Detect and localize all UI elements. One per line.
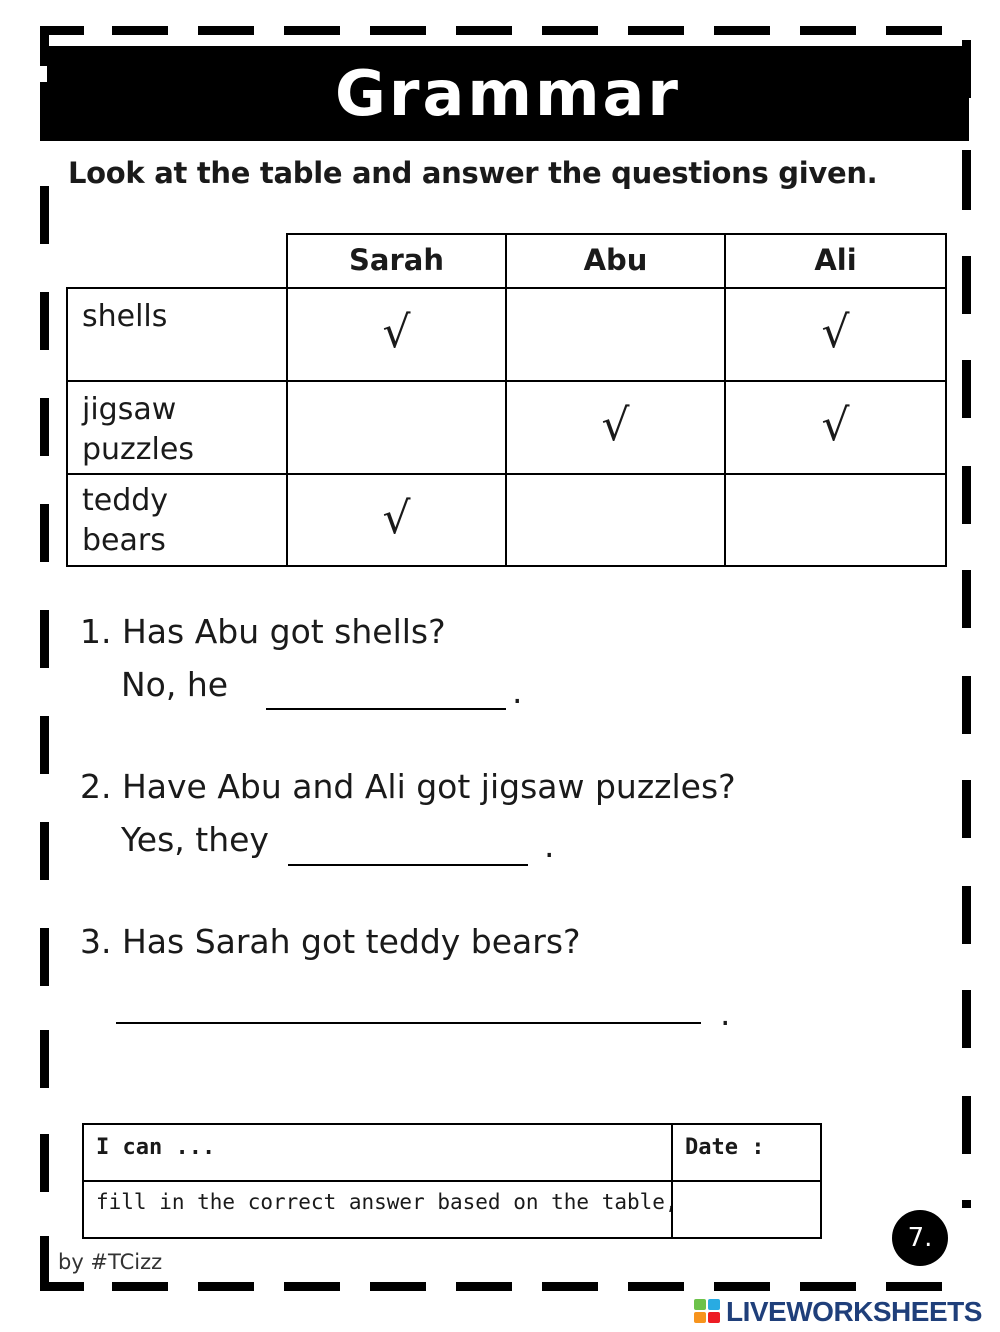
border-dash — [284, 1282, 340, 1291]
tick-mark: √ — [821, 400, 850, 451]
answer-3-period: . — [720, 994, 731, 1033]
border-dash — [40, 292, 49, 350]
row-label-line: shells — [82, 299, 168, 334]
row-label-line: teddy — [82, 483, 169, 518]
table-cell — [505, 380, 726, 475]
border-dash — [112, 26, 168, 35]
liveworksheets-wordmark: LIVEWORKSHEETS — [726, 1296, 982, 1327]
i-can-header — [82, 1123, 673, 1182]
row-label-text — [82, 390, 282, 470]
border-dash — [112, 1282, 168, 1291]
table-cell — [505, 287, 726, 382]
i-can-header-label: I can ... — [96, 1135, 216, 1160]
border-dash — [962, 466, 971, 524]
border-dash — [714, 26, 770, 35]
row-label-line: bears — [82, 523, 166, 558]
table-cell — [286, 287, 507, 382]
border-dash — [40, 1134, 49, 1192]
column-header-abu — [505, 233, 726, 289]
answer-2-period: . — [544, 826, 555, 865]
page-number-badge: 7. — [892, 1210, 948, 1266]
border-dash — [370, 1282, 426, 1291]
border-dash — [800, 26, 856, 35]
answer-1-blank[interactable] — [266, 708, 506, 710]
answer-1-period: . — [512, 672, 523, 711]
border-dash — [542, 26, 598, 35]
answer-2-blank[interactable] — [288, 864, 528, 866]
answer-1-prefix: No, he — [121, 665, 229, 704]
i-can-statement-text: fill in the correct answer based on the table, — [96, 1190, 678, 1214]
tick-mark: √ — [821, 307, 850, 358]
border-dash — [962, 676, 971, 734]
row-label-line: jigsaw — [82, 392, 177, 427]
row-label-text — [82, 481, 282, 561]
instruction-text: Look at the table and answer the questions given. — [68, 156, 878, 190]
border-dash — [40, 1030, 49, 1088]
liveworksheets-logo-icon — [694, 1299, 722, 1325]
date-cell[interactable] — [671, 1180, 822, 1239]
border-dash — [456, 26, 512, 35]
border-dash — [886, 26, 942, 35]
border-dash — [714, 1282, 770, 1291]
border-dash — [456, 1282, 512, 1291]
border-dash — [370, 26, 426, 35]
border-dash — [628, 1282, 684, 1291]
tick-mark: √ — [382, 307, 411, 358]
table-cell — [286, 473, 507, 567]
border-dash — [962, 1200, 971, 1208]
question-3: 3. Has Sarah got teddy bears? — [80, 922, 581, 961]
border-dash — [800, 1282, 856, 1291]
tick-mark: √ — [601, 400, 630, 451]
column-header-label: Sarah — [349, 243, 444, 277]
border-dash — [542, 1282, 598, 1291]
row-label-shells — [66, 287, 288, 382]
column-header-label: Abu — [583, 243, 648, 277]
i-can-statement — [82, 1180, 678, 1239]
column-header-ali — [724, 233, 947, 289]
column-header-label: Ali — [814, 243, 857, 277]
row-label-teddy-bears — [66, 473, 288, 567]
border-dash — [886, 1282, 942, 1291]
liveworksheets-brand[interactable] — [694, 1296, 982, 1328]
tick-mark: √ — [382, 493, 411, 544]
table-cell — [724, 473, 947, 567]
page-title: Grammar — [335, 57, 681, 130]
i-can-table — [82, 1123, 822, 1239]
row-label-jigsaw-puzzles — [66, 380, 288, 475]
border-dash — [962, 780, 971, 838]
table-cell — [505, 473, 726, 567]
border-dash — [40, 716, 49, 774]
date-header — [671, 1123, 822, 1182]
border-dash — [40, 398, 49, 456]
border-dash — [628, 26, 684, 35]
border-dash — [962, 150, 971, 210]
author-byline: by #TCizz — [58, 1250, 163, 1274]
border-dash — [40, 1236, 49, 1291]
row-label-text — [82, 297, 282, 337]
row-label-line: puzzles — [82, 432, 194, 467]
border-dash — [40, 610, 49, 668]
border-dash — [962, 570, 971, 628]
question-1: 1. Has Abu got shells? — [80, 612, 446, 651]
column-header-sarah — [286, 233, 507, 289]
tick-table — [66, 233, 947, 567]
border-dash — [40, 822, 49, 880]
answer-3-blank[interactable] — [116, 1022, 701, 1024]
border-dash — [962, 256, 971, 314]
border-dash — [40, 928, 49, 986]
answer-2-prefix: Yes, they — [121, 820, 269, 859]
table-cell — [724, 380, 947, 475]
table-cell — [286, 380, 507, 475]
border-dash — [284, 26, 340, 35]
border-dash — [40, 186, 49, 244]
table-cell — [724, 287, 947, 382]
question-2: 2. Have Abu and Ali got jigsaw puzzles? — [80, 767, 736, 806]
border-dash — [962, 886, 971, 944]
date-header-label: Date : — [685, 1135, 765, 1160]
border-dash — [962, 1096, 971, 1154]
border-dash — [40, 504, 49, 562]
border-dash — [962, 360, 971, 418]
border-dash — [962, 990, 971, 1048]
border-dash — [198, 1282, 254, 1291]
border-dash — [198, 26, 254, 35]
